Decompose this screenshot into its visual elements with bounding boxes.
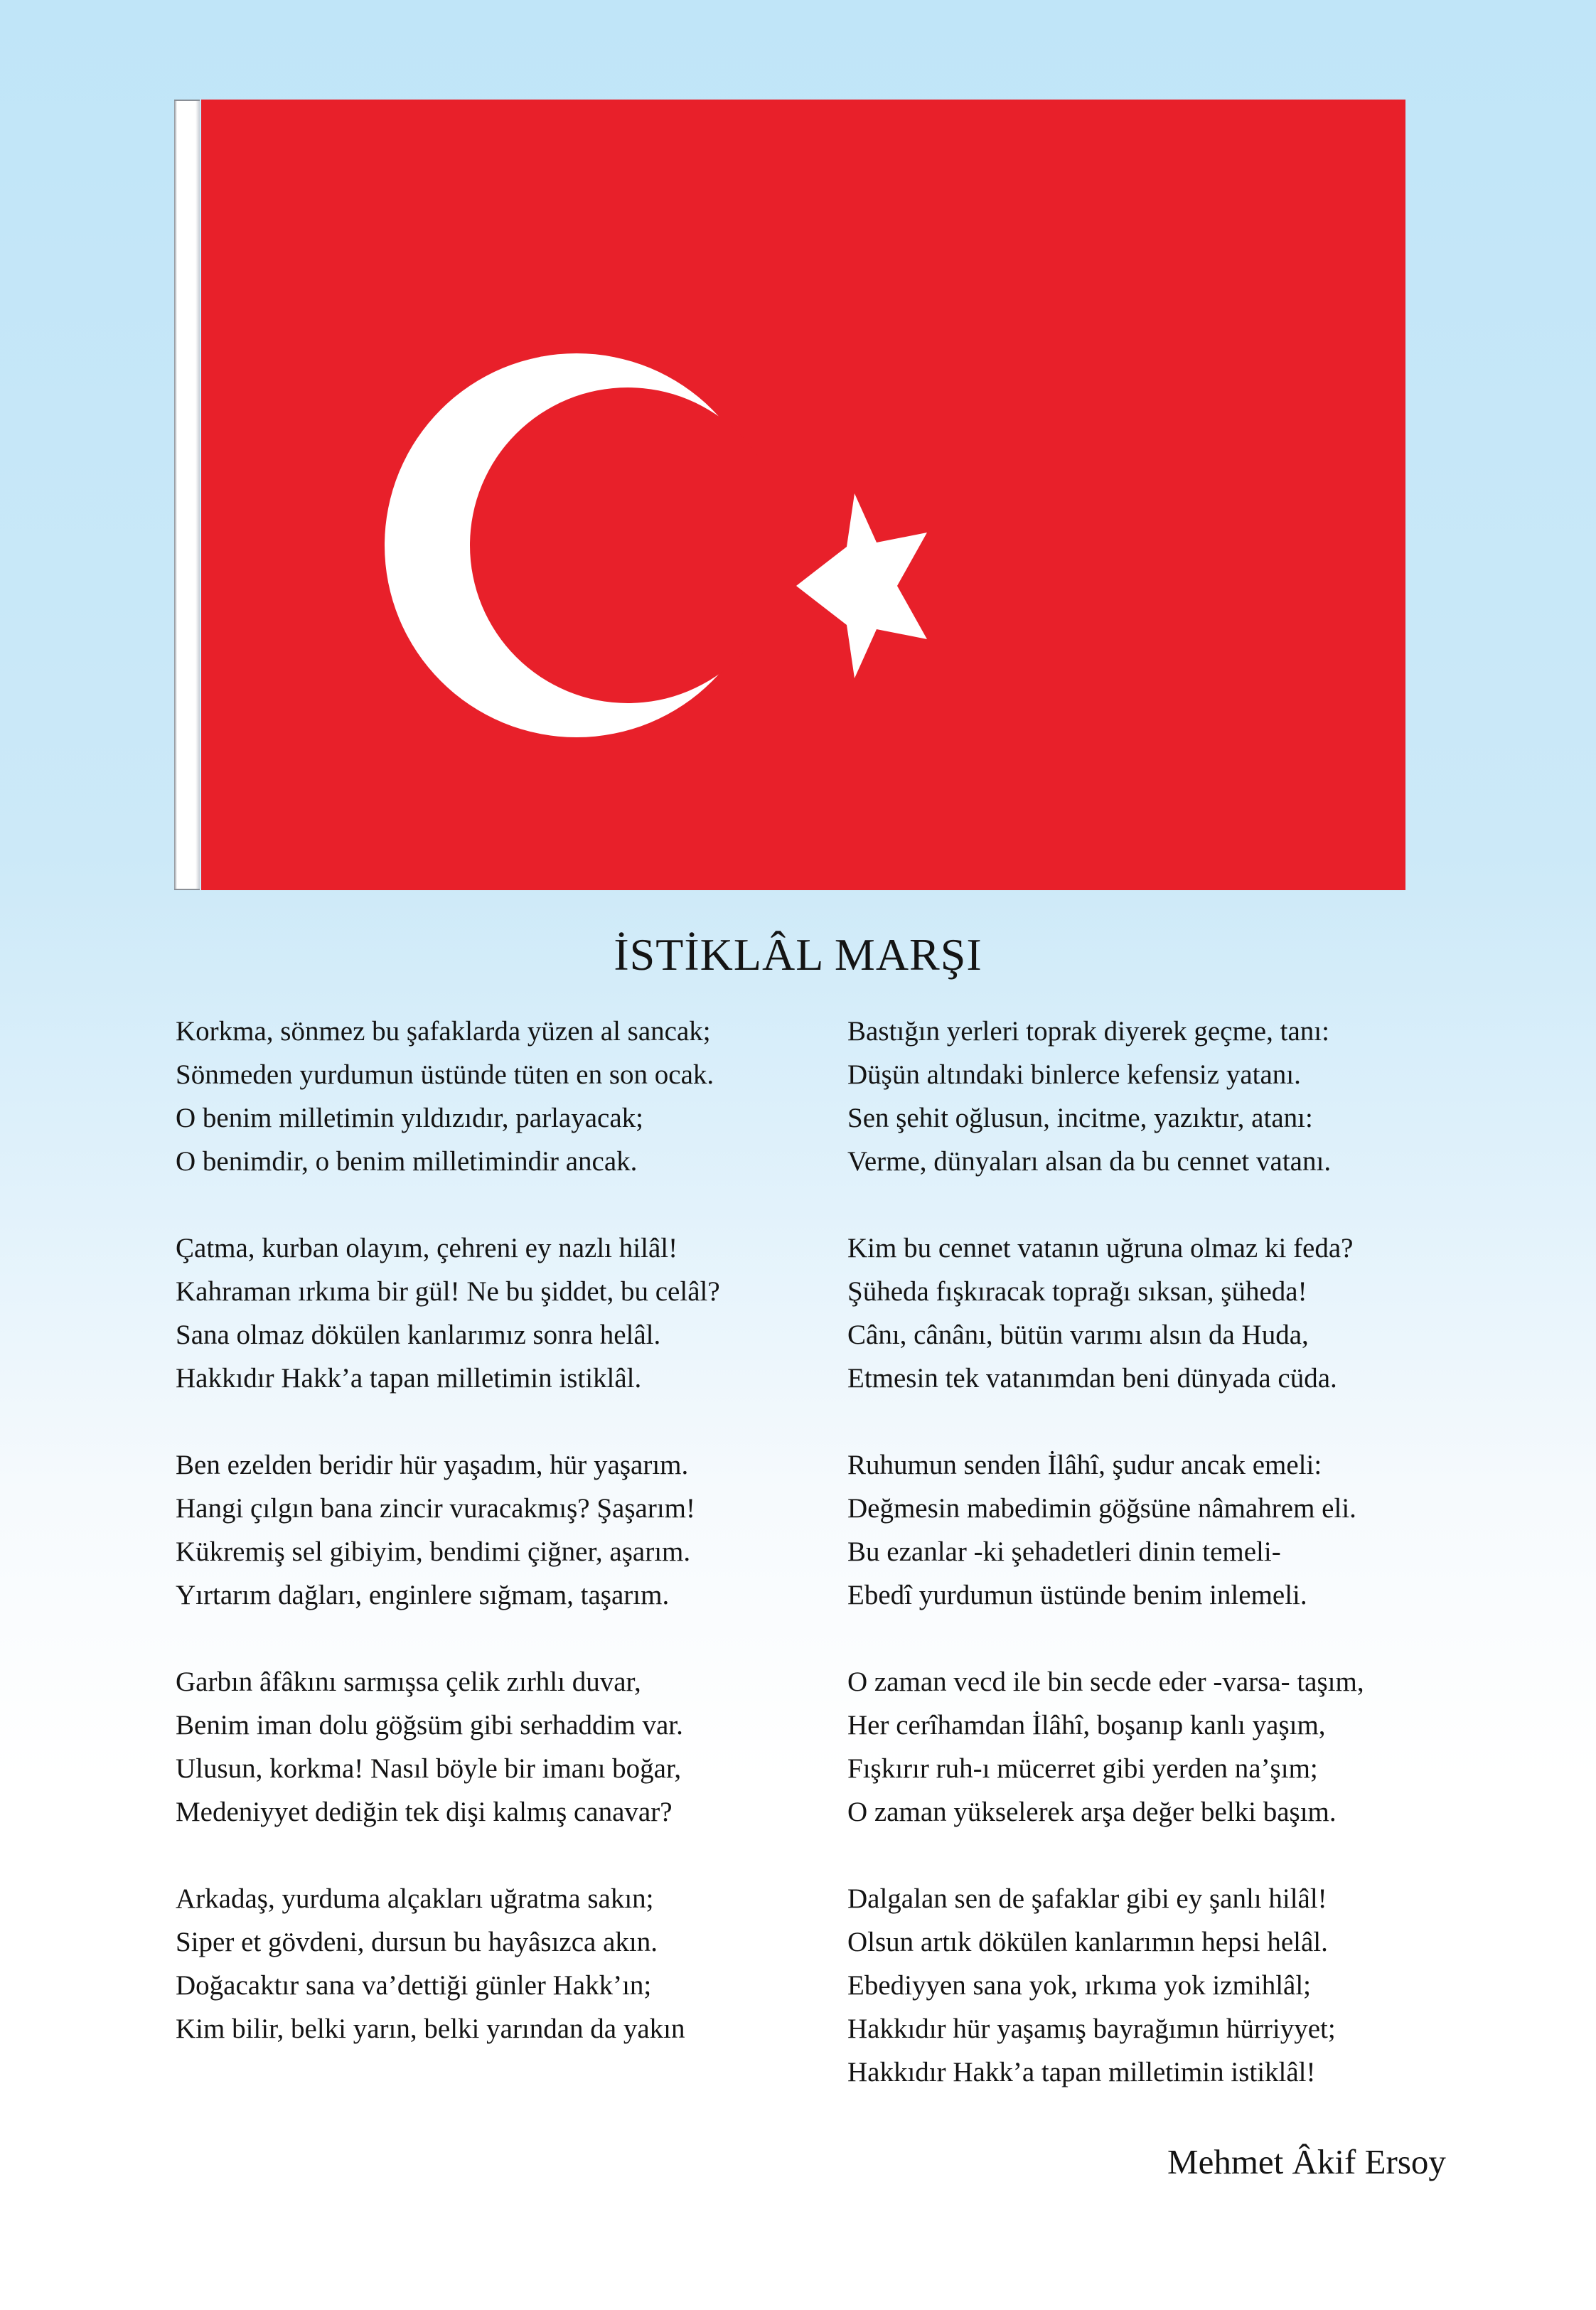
verse-line: Etmesin tek vatanımdan beni dünyada cüda. [847,1363,1337,1394]
stanza [176,1877,720,2050]
verse-line: Sana olmaz dökülen kanlarımız sonra helâl. [176,1320,661,1350]
stanza [176,1443,720,1617]
stanza [176,1660,720,1834]
verse-line: Fışkırır ruh-ı mücerret gibi yerden na’şım; [847,1753,1318,1784]
verse-line: Kim bilir, belki yarın, belki yarından da yakın [176,2014,685,2044]
author-signature: Mehmet Âkif Ersoy [1167,2142,1446,2181]
verse-line: Verme, dünyaları alsan da bu cennet vatanı. [847,1146,1332,1177]
verse-line: Dalgalan sen de şafaklar gibi ey şanlı hilâl! [847,1883,1327,1914]
verse-line: Sönmeden yurdumun üstünde tüten en son ocak. [176,1059,714,1090]
stanza [847,1443,1364,1617]
verse-line: Bastığın yerleri toprak diyerek geçme, tanı: [847,1016,1329,1047]
verse-line: Korkma, sönmez bu şafaklarda yüzen al sancak; [176,1016,711,1047]
verse-line: Çatma, kurban olayım, çehreni ey nazlı hilâl! [176,1233,678,1263]
verse-line: Ebediyyen sana yok, ırkıma yok izmihlâl; [847,1970,1312,2001]
poem-column-right [847,1010,1364,2137]
stanza [847,1010,1364,1183]
verse-line: O zaman vecd ile bin secde eder -varsa- taşım, [847,1667,1364,1697]
verse-line: O benim milletimin yıldızıdır, parlayacak; [176,1103,644,1133]
verse-line: Hakkıdır Hakk’a tapan milletimin istiklâl. [176,1363,642,1394]
stanza [176,1226,720,1400]
stanza [176,1010,720,1183]
verse-line: Değmesin mabedimin göğsüne nâmahrem eli. [847,1493,1356,1524]
verse-line: Şüheda fışkıracak toprağı sıksan, şüheda! [847,1276,1307,1307]
verse-line: Siper et gövdeni, dursun bu hayâsızca akın. [176,1927,658,1957]
verse-line: Doğacaktır sana va’dettiği günler Hakk’ın; [176,1970,652,2001]
verse-line: Kükremiş sel gibiyim, bendimi çiğner, aşarım. [176,1536,691,1567]
verse-line: Cânı, cânânı, bütün varımı alsın da Huda, [847,1320,1309,1350]
verse-line: Yırtarım dağları, enginlere sığmam, taşarım. [176,1580,670,1610]
flag-field [201,100,1405,890]
poem-column-left [176,1010,720,2094]
verse-line: Benim iman dolu göğsüm gibi serhaddim var. [176,1710,683,1740]
verse-line: Kim bu cennet vatanın uğruna olmaz ki feda? [847,1233,1354,1263]
verse-line: Ruhumun senden İlâhî, şudur ancak emeli: [847,1450,1322,1480]
verse-line: Bu ezanlar -ki şehadetleri dinin temeli- [847,1536,1281,1567]
verse-line: Garbın âfâkını sarmışsa çelik zırhlı duvar, [176,1667,641,1697]
turkish-flag [174,100,1405,890]
verse-line: Olsun artık dökülen kanlarımın hepsi helâl. [847,1927,1328,1957]
verse-line: Hakkıdır Hakk’a tapan milletimin istiklâl! [847,2057,1316,2087]
verse-line: Ben ezelden beridir hür yaşadım, hür yaşarım. [176,1450,689,1480]
verse-line: Her cerîhamdan İlâhî, boşanıp kanlı yaşım, [847,1710,1326,1740]
verse-line: Medeniyyet dediğin tek dişi kalmış canavar? [176,1797,673,1827]
verse-line: O zaman yükselerek arşa değer belki başım. [847,1797,1337,1827]
verse-line: Arkadaş, yurduma alçakları uğratma sakın; [176,1883,654,1914]
verse-line: Hakkıdır hür yaşamış bayrağımın hürriyyet; [847,2014,1336,2044]
verse-line: Kahraman ırkıma bir gül! Ne bu şiddet, bu celâl? [176,1276,720,1307]
verse-line: O benimdir, o benim milletimindir ancak. [176,1146,638,1177]
verse-line: Sen şehit oğlusun, incitme, yazıktır, atanı: [847,1103,1313,1133]
verse-line: Ebedî yurdumun üstünde benim inlemeli. [847,1580,1307,1610]
verse-line: Hangi çılgın bana zincir vuracakmış? Şaşarım! [176,1493,695,1524]
stanza [847,1226,1364,1400]
verse-line: Düşün altındaki binlerce kefensiz yatanı. [847,1059,1301,1090]
anthem-title: İSTİKLÂL MARŞI [614,929,982,980]
stanza [847,1877,1364,2094]
flag-hoist-band [174,100,200,890]
stanza [847,1660,1364,1834]
verse-line: Ulusun, korkma! Nasıl böyle bir imanı boğar, [176,1753,682,1784]
